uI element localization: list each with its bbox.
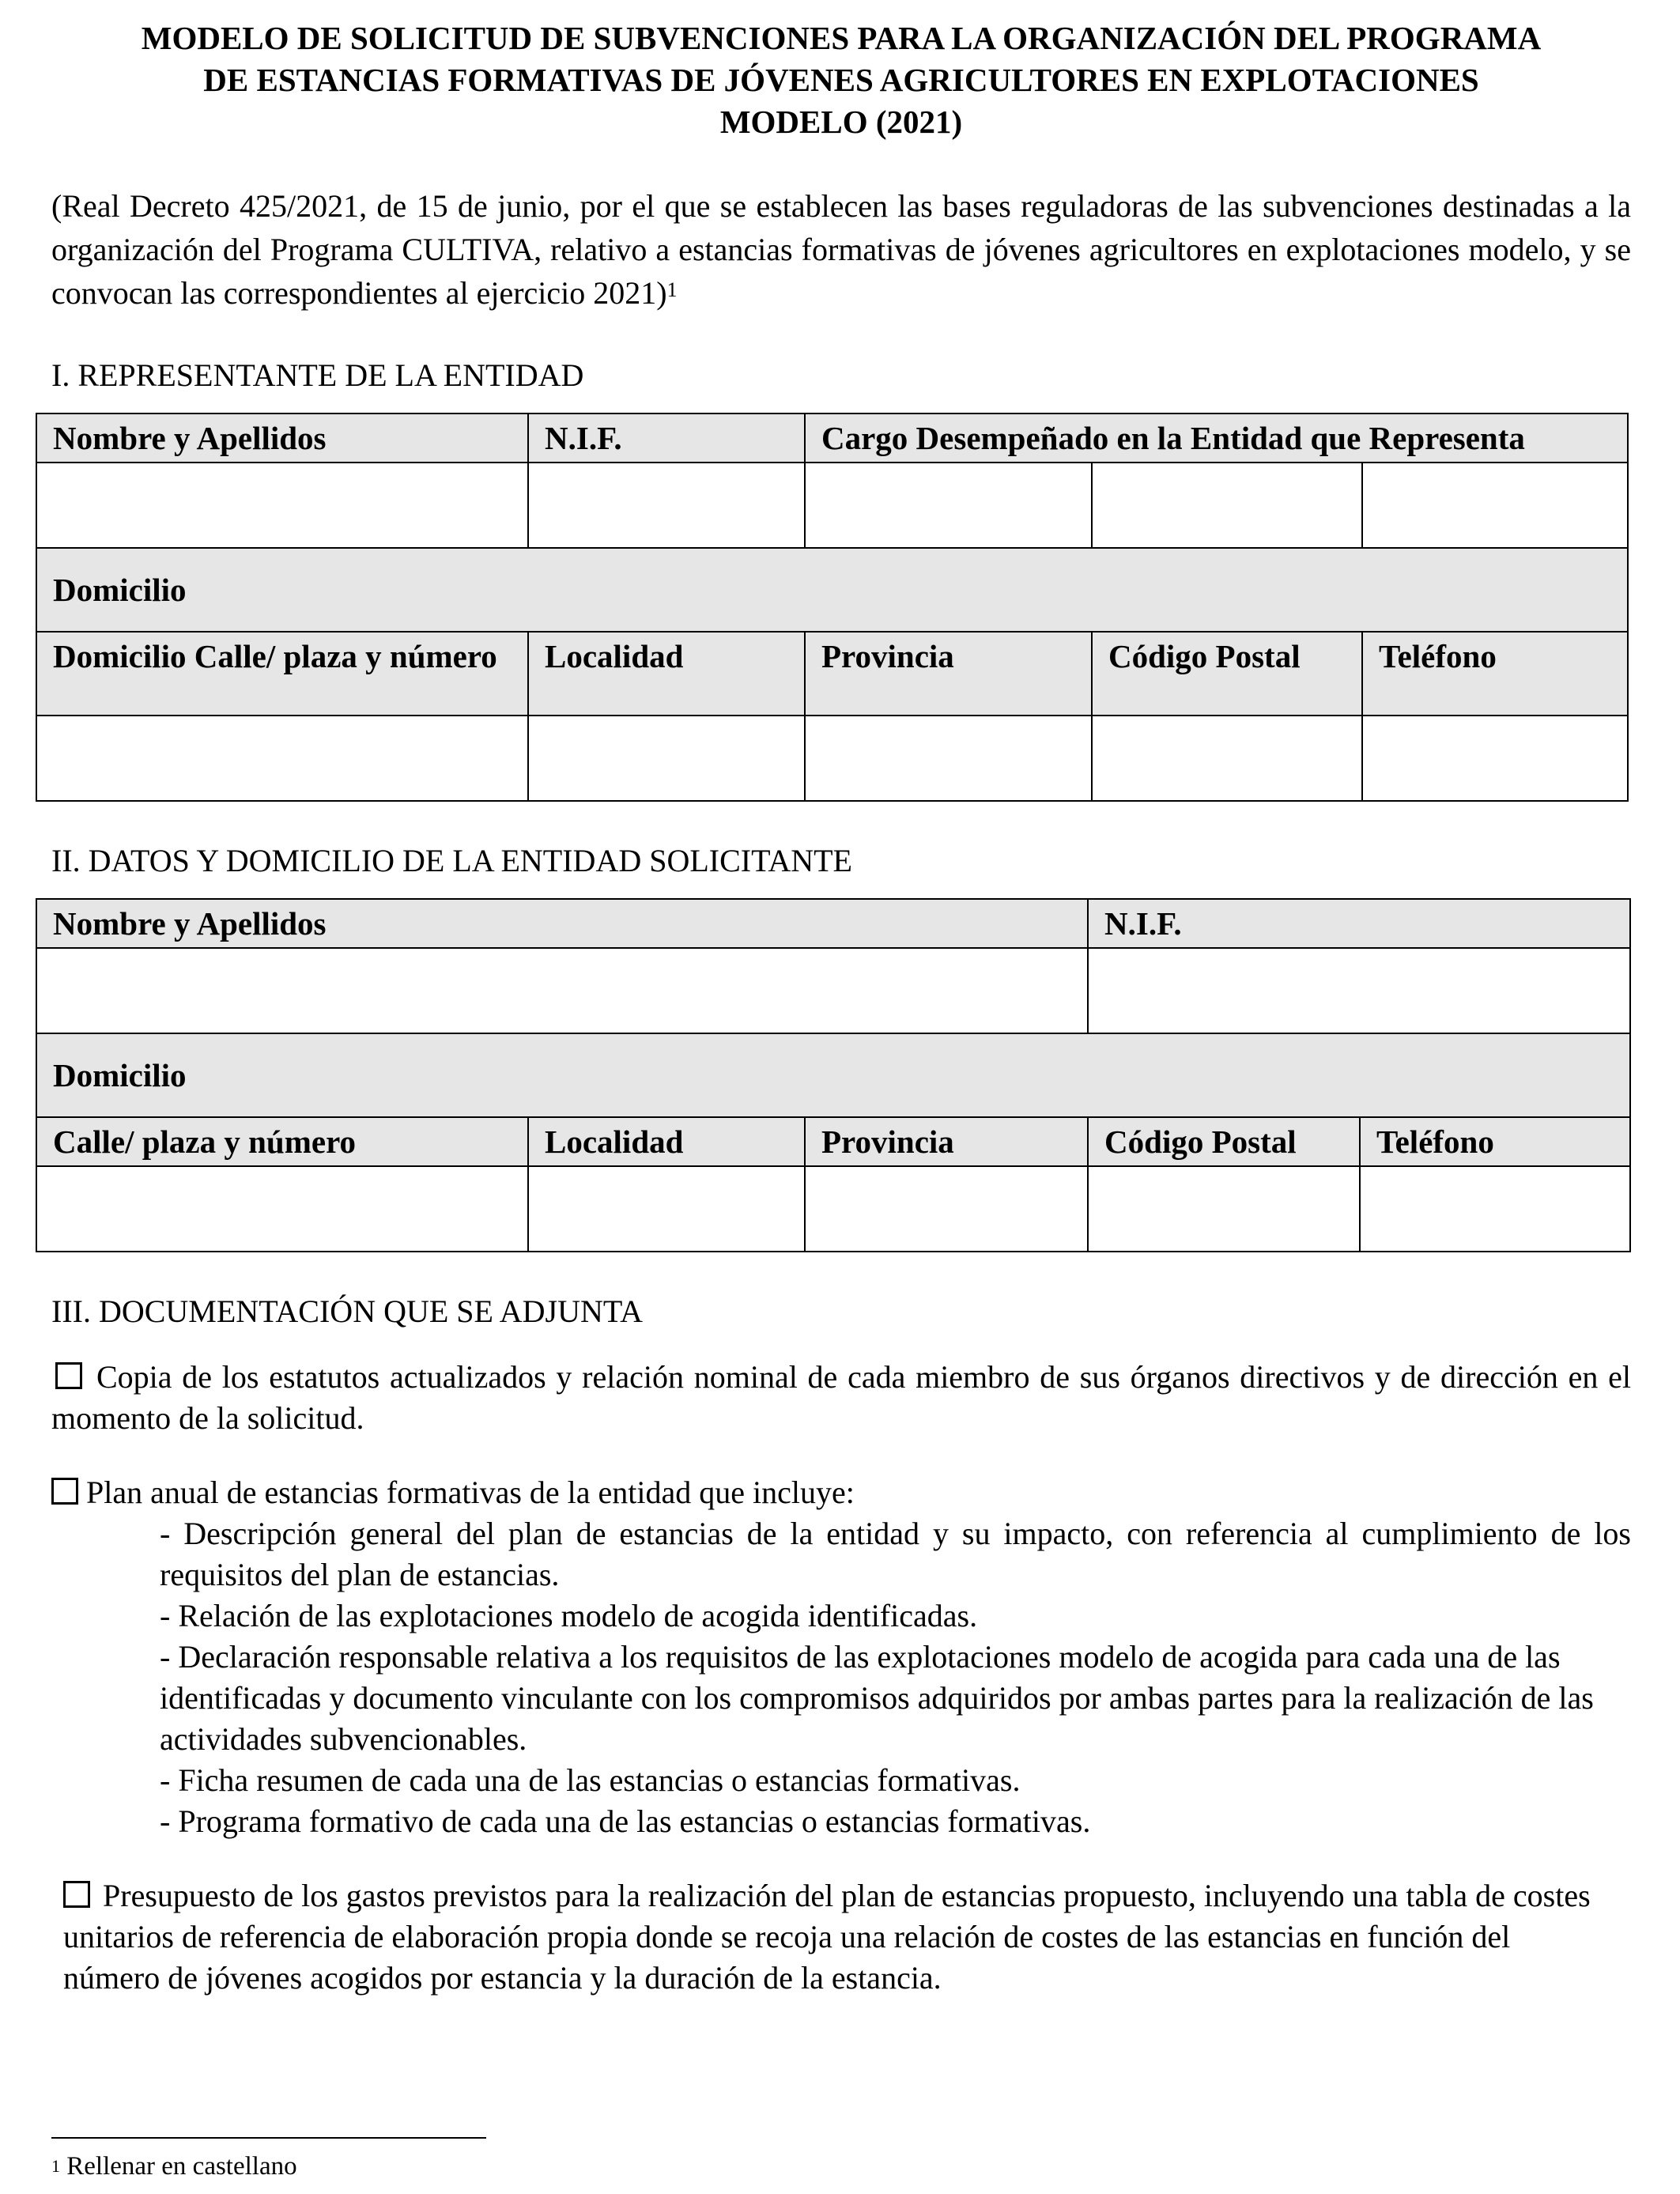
plan-anual-sublist xyxy=(160,1513,1631,1842)
field-cargo-2[interactable] xyxy=(1092,463,1362,548)
field-telefono-entidad[interactable] xyxy=(1360,1166,1630,1252)
representative-table xyxy=(36,413,1629,802)
field-codigo-postal-entidad[interactable] xyxy=(1088,1166,1360,1252)
field-calle-entidad[interactable] xyxy=(36,1166,528,1252)
footnote xyxy=(51,2151,297,2182)
field-localidad-entidad[interactable] xyxy=(528,1166,805,1252)
checkbox-estatutos[interactable] xyxy=(55,1362,82,1389)
intro-text: (Real Decreto 425/2021, de 15 de junio, por el que se establecen las bases reguladoras de las subvenciones destinadas a la organización del Programa CULTIVA, relativo a estancias formativas de jóvenes agricultores en explotaciones modelo, y se convocan las correspondientes al ejercicio 2021) xyxy=(51,188,1631,311)
header-nif: N.I.F. xyxy=(528,413,805,463)
header-domicilio: Domicilio xyxy=(36,548,1628,632)
section-1-heading: I. REPRESENTANTE DE LA ENTIDAD xyxy=(51,357,584,393)
sublist-item: - Descripción general del plan de estancias de la entidad y su impacto, con referencia al cumplimiento de los requisitos del plan de estancias. xyxy=(160,1516,1631,1592)
header-provincia-entidad: Provincia xyxy=(805,1117,1088,1166)
header-telefono: Teléfono xyxy=(1362,632,1628,716)
header-cargo: Cargo Desempeñado en la Entidad que Representa xyxy=(805,413,1628,463)
sublist-item: - Declaración responsable relativa a los requisitos de las explotaciones modelo de acogida para cada una de las identificadas y documento vinculante con los compromisos adquiridos por ambas partes para la realización de las actividades subvencionables. xyxy=(160,1639,1594,1757)
field-cargo-1[interactable] xyxy=(805,463,1092,548)
section-3-heading: III. DOCUMENTACIÓN QUE SE ADJUNTA xyxy=(51,1293,643,1329)
doc-item-plan-anual-text: Plan anual de estancias formativas de la entidad que incluye: xyxy=(86,1475,855,1510)
doc-item-presupuesto xyxy=(63,1875,1599,1999)
field-provincia[interactable] xyxy=(805,716,1092,801)
checkbox-presupuesto[interactable] xyxy=(63,1881,90,1908)
header-localidad-entidad: Localidad xyxy=(528,1117,805,1166)
intro-paragraph xyxy=(51,184,1631,315)
field-codigo-postal[interactable] xyxy=(1092,716,1362,801)
field-nombre-entidad[interactable] xyxy=(36,948,1088,1033)
field-nombre[interactable] xyxy=(36,463,528,548)
footnote-number: 1 xyxy=(51,2156,60,2176)
header-domicilio-entidad: Domicilio xyxy=(36,1033,1630,1117)
header-provincia: Provincia xyxy=(805,632,1092,716)
header-codigo-postal-entidad: Código Postal xyxy=(1088,1117,1360,1166)
doc-item-estatutos-text: Copia de los estatutos actualizados y relación nominal de cada miembro de sus órganos directivos y de dirección en el momento de la solicitud. xyxy=(51,1359,1631,1436)
title-line-2: DE ESTANCIAS FORMATIVAS DE JÓVENES AGRICULTORES EN EXPLOTACIONES xyxy=(203,62,1479,98)
title-line-1: MODELO DE SOLICITUD DE SUBVENCIONES PARA LA ORGANIZACIÓN DEL PROGRAMA xyxy=(141,20,1542,56)
field-telefono[interactable] xyxy=(1362,716,1628,801)
header-nombre: Nombre y Apellidos xyxy=(36,413,528,463)
title-line-3: MODELO (2021) xyxy=(719,104,963,140)
document-title xyxy=(51,17,1631,143)
section-2-heading: II. DATOS Y DOMICILIO DE LA ENTIDAD SOLICITANTE xyxy=(51,843,852,878)
header-localidad: Localidad xyxy=(528,632,805,716)
doc-item-estatutos xyxy=(51,1357,1631,1439)
checkbox-plan-anual[interactable] xyxy=(51,1478,78,1505)
footnote-text: Rellenar en castellano xyxy=(66,2152,297,2181)
sublist-item: - Programa formativo de cada una de las estancias o estancias formativas. xyxy=(160,1803,1091,1839)
doc-item-presupuesto-text: Presupuesto de los gastos previstos para la realización del plan de estancias propuesto, incluyendo una tabla de costes unitarios de referencia de elaboración propia donde se recoja una relación de costes de las estancias en función del número de jóvenes acogidos por estancia y la duración de la estancia. xyxy=(63,1878,1591,1996)
field-localidad[interactable] xyxy=(528,716,805,801)
field-nif[interactable] xyxy=(528,463,805,548)
footnote-reference: 1 xyxy=(666,278,678,301)
header-codigo-postal: Código Postal xyxy=(1092,632,1362,716)
sublist-item: - Ficha resumen de cada una de las estancias o estancias formativas. xyxy=(160,1762,1021,1798)
field-provincia-entidad[interactable] xyxy=(805,1166,1088,1252)
applicant-entity-table xyxy=(36,898,1631,1252)
header-calle: Domicilio Calle/ plaza y número xyxy=(36,632,528,716)
document-page xyxy=(51,17,1631,1999)
field-calle[interactable] xyxy=(36,716,528,801)
header-telefono-entidad: Teléfono xyxy=(1360,1117,1630,1166)
field-cargo-3[interactable] xyxy=(1362,463,1628,548)
field-nif-entidad[interactable] xyxy=(1088,948,1630,1033)
doc-item-plan-anual xyxy=(51,1472,1631,1513)
header-calle-entidad: Calle/ plaza y número xyxy=(36,1117,528,1166)
header-nif-entidad: N.I.F. xyxy=(1088,899,1630,948)
header-nombre-entidad: Nombre y Apellidos xyxy=(36,899,1088,948)
sublist-item: - Relación de las explotaciones modelo de acogida identificadas. xyxy=(160,1598,978,1633)
footnote-divider xyxy=(51,2137,486,2139)
